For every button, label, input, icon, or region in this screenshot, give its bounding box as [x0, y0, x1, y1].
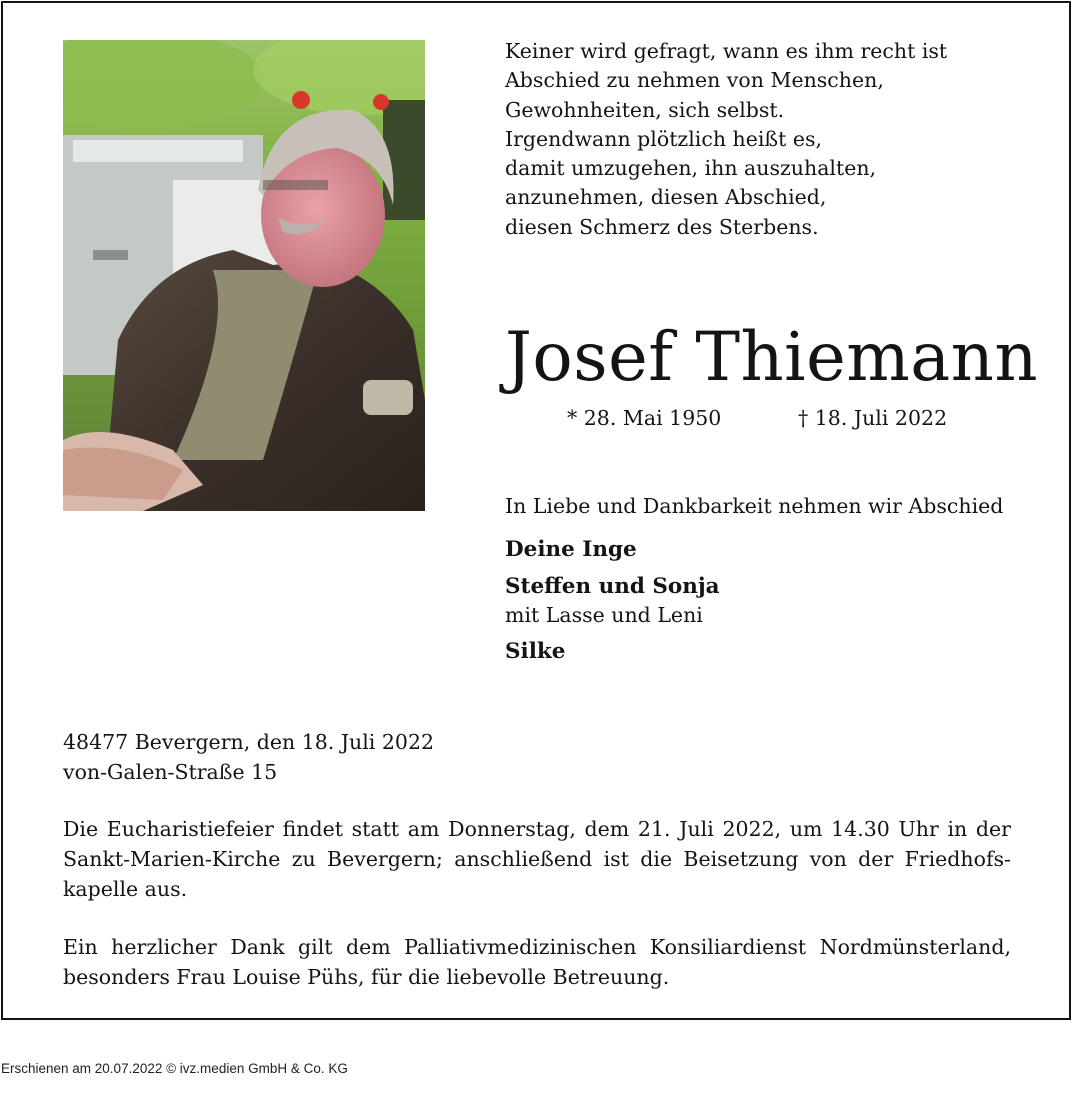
family-member: Silke — [505, 639, 566, 664]
poem-line: Abschied zu nehmen von Menschen, — [505, 68, 884, 93]
death-date: † 18. Juli 2022 — [798, 406, 948, 430]
farewell-line: In Liebe und Dankbarkeit nehmen wir Abschied — [505, 494, 1004, 518]
portrait-photo — [63, 40, 425, 511]
family-list — [505, 535, 720, 667]
address-block — [63, 728, 434, 787]
poem-line: diesen Schmerz des Sterbens. — [505, 214, 819, 239]
family-member: Deine Inge — [505, 537, 637, 562]
poem-line: Gewohnheiten, sich selbst. — [505, 97, 785, 122]
family-member: Steffen und Sonja — [505, 574, 720, 599]
deceased-name: Josef Thiemann — [505, 318, 1039, 396]
poem-line: damit umzugehen, ihn auszuhalten, — [505, 156, 877, 181]
family-member-sub: mit Lasse und Leni — [505, 603, 703, 627]
poem-line: Keiner wird gefragt, wann es ihm recht ist — [505, 39, 948, 63]
poem-line: anzunehmen, diesen Abschied, — [505, 185, 827, 210]
thanks-note: Ein herzlicher Dank gilt dem Palliativmedizinischen Konsiliardienst Nordmünsterland, besonders Frau Louise Pühs, für die liebevolle Betreuung. — [63, 935, 1011, 989]
address-line: 48477 Bevergern, den 18. Juli 2022 — [63, 730, 435, 754]
poem-line: Irgendwann plötzlich heißt es, — [505, 126, 823, 151]
address-line: von-Galen-Straße 15 — [63, 759, 278, 784]
service-info: Die Eucharistiefeier findet statt am Donnerstag, dem 21. Juli 2022, um 14.30 Uhr in der Sankt-Marien-Kirche zu Bevergern; anschließend ist die Beisetzung von der Friedhofs-kapelle aus. — [63, 817, 1011, 901]
birth-date: * 28. Mai 1950 — [567, 406, 722, 430]
publication-footer: Erschienen am 20.07.2022 © ivz.medien GmbH & Co. KG — [1, 1061, 348, 1076]
poem — [505, 37, 1045, 242]
